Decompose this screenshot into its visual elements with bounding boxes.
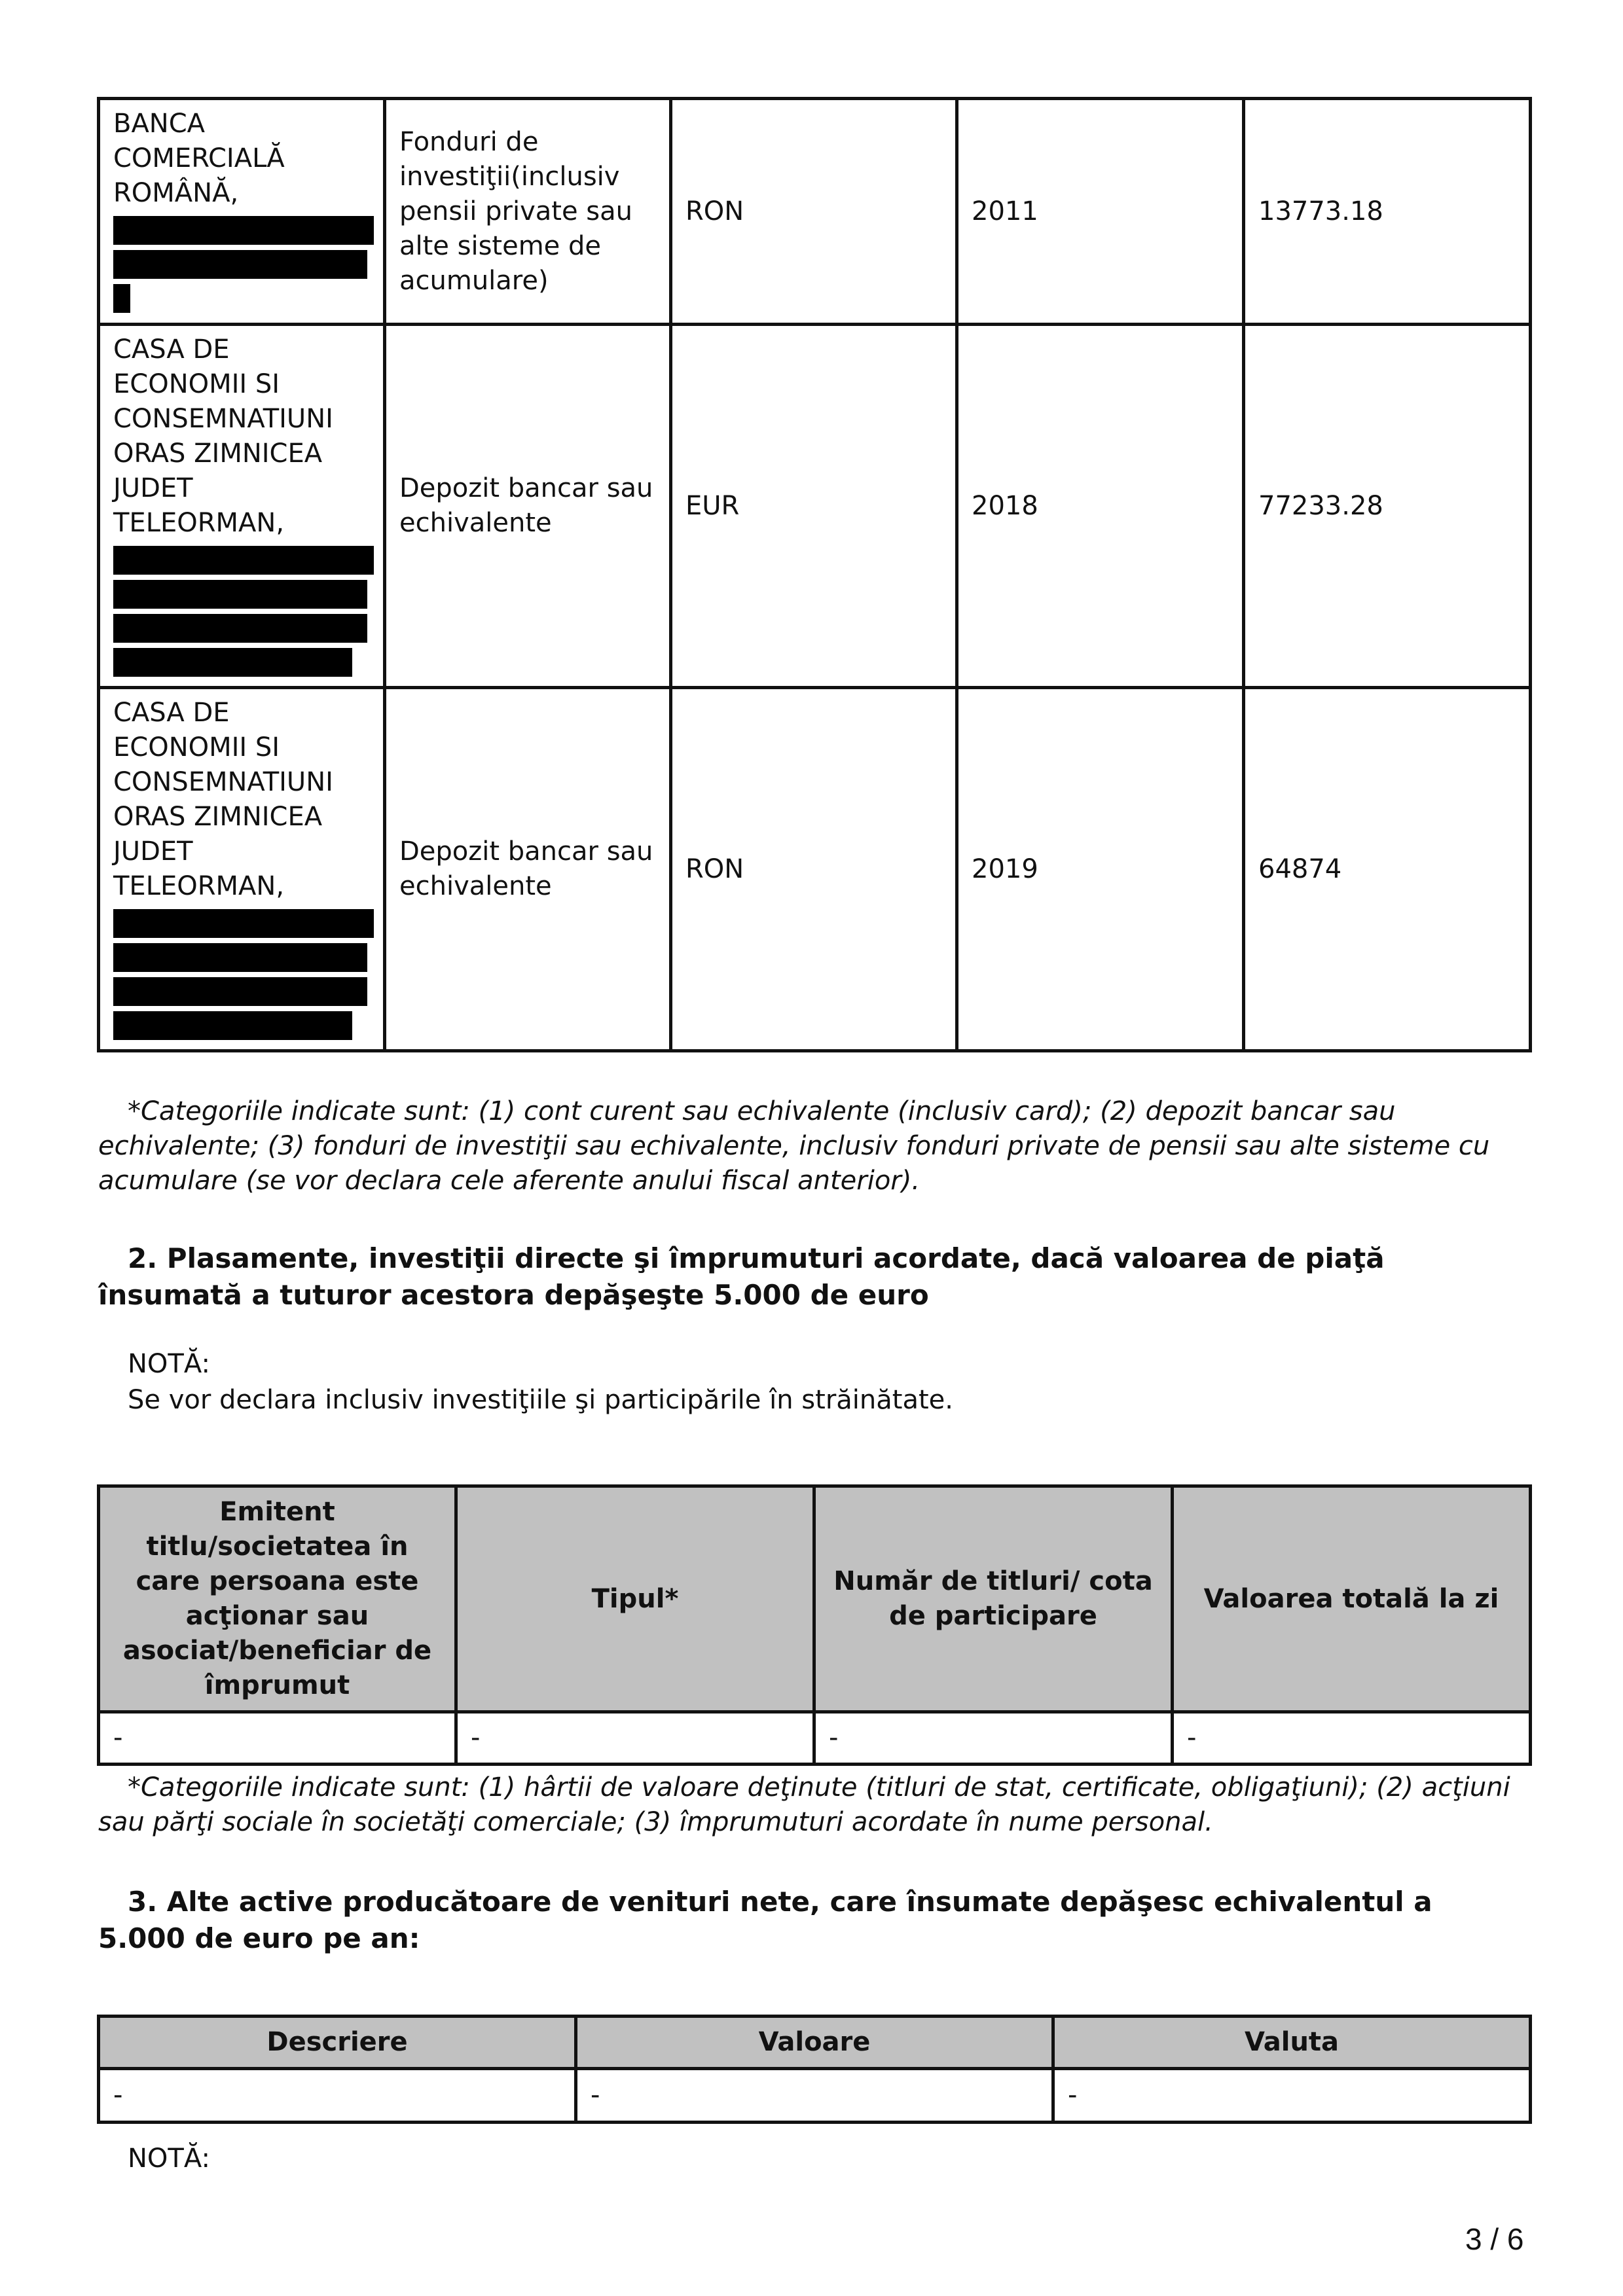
table-row bbox=[99, 1712, 1531, 1765]
institution-cell bbox=[99, 99, 385, 325]
table-cell: - bbox=[99, 2069, 576, 2123]
currency-cell: RON bbox=[671, 688, 957, 1051]
redaction-bar bbox=[113, 943, 367, 972]
institution-cell bbox=[99, 325, 385, 688]
balance-cell: 13773.18 bbox=[1244, 99, 1531, 325]
redaction-bar bbox=[113, 977, 367, 1006]
page-number: 3 / 6 bbox=[1465, 2222, 1524, 2256]
year-cell: 2019 bbox=[957, 688, 1244, 1051]
institution-name: CASA DE ECONOMII SI CONSEMNATIUNI ORAS ZIMNICEA JUDET TELEORMAN, bbox=[113, 698, 333, 901]
redaction-bar bbox=[113, 580, 367, 609]
redaction-bar bbox=[113, 216, 374, 245]
column-header: Emitent titlu/societatea în care persoana este acţionar sau asociat/beneficiar de împrumut bbox=[99, 1486, 456, 1712]
account-type-cell: Fonduri de investiţii(inclusiv pensii private sau alte sisteme de acumulare) bbox=[385, 99, 671, 325]
table-cell: - bbox=[99, 1712, 456, 1765]
nota-label: NOTĂ: bbox=[128, 1349, 210, 1379]
year-cell: 2018 bbox=[957, 325, 1244, 688]
institution-name: CASA DE ECONOMII SI CONSEMNATIUNI ORAS ZIMNICEA JUDET TELEORMAN, bbox=[113, 334, 333, 538]
accounts-footnote: *Categoriile indicate sunt: (1) cont curent sau echivalente (inclusiv card); (2) depozit bancar sau echivalente; (3) fonduri de investiţii sau echivalente, inclusiv fonduri private de pensii sau alte sisteme cu acumulare (se vor declara cele aferente anului fiscal anterior). bbox=[98, 1096, 1490, 1196]
redaction-bar bbox=[113, 1011, 352, 1040]
redaction-bar bbox=[113, 614, 367, 643]
redaction-bar bbox=[113, 284, 130, 313]
table-cell: - bbox=[456, 1712, 814, 1765]
table-row bbox=[99, 325, 1531, 688]
table-row bbox=[99, 688, 1531, 1051]
column-header: Tipul* bbox=[456, 1486, 814, 1712]
institution-name: BANCA COMERCIALĂ ROMÂNĂ, bbox=[113, 109, 285, 208]
nota-label: NOTĂ: bbox=[128, 2144, 210, 2174]
column-header: Valuta bbox=[1053, 2017, 1531, 2069]
redaction-bar bbox=[113, 648, 352, 677]
year-cell: 2011 bbox=[957, 99, 1244, 325]
table-cell: - bbox=[1053, 2069, 1531, 2123]
redaction-bar bbox=[113, 250, 367, 279]
investments-table bbox=[97, 1484, 1532, 1766]
table-header-row bbox=[99, 1486, 1531, 1712]
table-cell: - bbox=[814, 1712, 1173, 1765]
table-row bbox=[99, 99, 1531, 325]
institution-cell bbox=[99, 688, 385, 1051]
section-2-heading: 2. Plasamente, investiţii directe şi împrumuturi acordate, dacă valoarea de piaţă însumată a tuturor acestora depăşeşte 5.000 de euro bbox=[98, 1242, 1385, 1311]
accounts-table bbox=[97, 97, 1532, 1052]
table-cell: - bbox=[1173, 1712, 1531, 1765]
table-header-row bbox=[99, 2017, 1531, 2069]
investments-footnote: *Categoriile indicate sunt: (1) hârtii de valoare deţinute (titluri de stat, certificate, obligaţiuni); (2) acţiuni sau părţi sociale în societăţi comerciale; (3) împrumuturi acordate în nume personal. bbox=[98, 1772, 1510, 1837]
account-type-cell: Depozit bancar sau echivalente bbox=[385, 688, 671, 1051]
nota-text: Se vor declara inclusiv investiţiile şi participările în străinătate. bbox=[128, 1385, 953, 1415]
redaction-bar bbox=[113, 909, 374, 938]
balance-cell: 64874 bbox=[1244, 688, 1531, 1051]
balance-cell: 77233.28 bbox=[1244, 325, 1531, 688]
section-3-heading: 3. Alte active producătoare de venituri nete, care însumate depăşesc echivalentul a 5.000 de euro pe an: bbox=[98, 1886, 1432, 1954]
column-header: Număr de titluri/ cota de participare bbox=[814, 1486, 1173, 1712]
column-header: Valoarea totală la zi bbox=[1173, 1486, 1531, 1712]
currency-cell: RON bbox=[671, 99, 957, 325]
redaction-bar bbox=[113, 546, 374, 575]
table-cell: - bbox=[576, 2069, 1053, 2123]
other-assets-table bbox=[97, 2015, 1532, 2124]
account-type-cell: Depozit bancar sau echivalente bbox=[385, 325, 671, 688]
currency-cell: EUR bbox=[671, 325, 957, 688]
table-row bbox=[99, 2069, 1531, 2123]
column-header: Descriere bbox=[99, 2017, 576, 2069]
column-header: Valoare bbox=[576, 2017, 1053, 2069]
